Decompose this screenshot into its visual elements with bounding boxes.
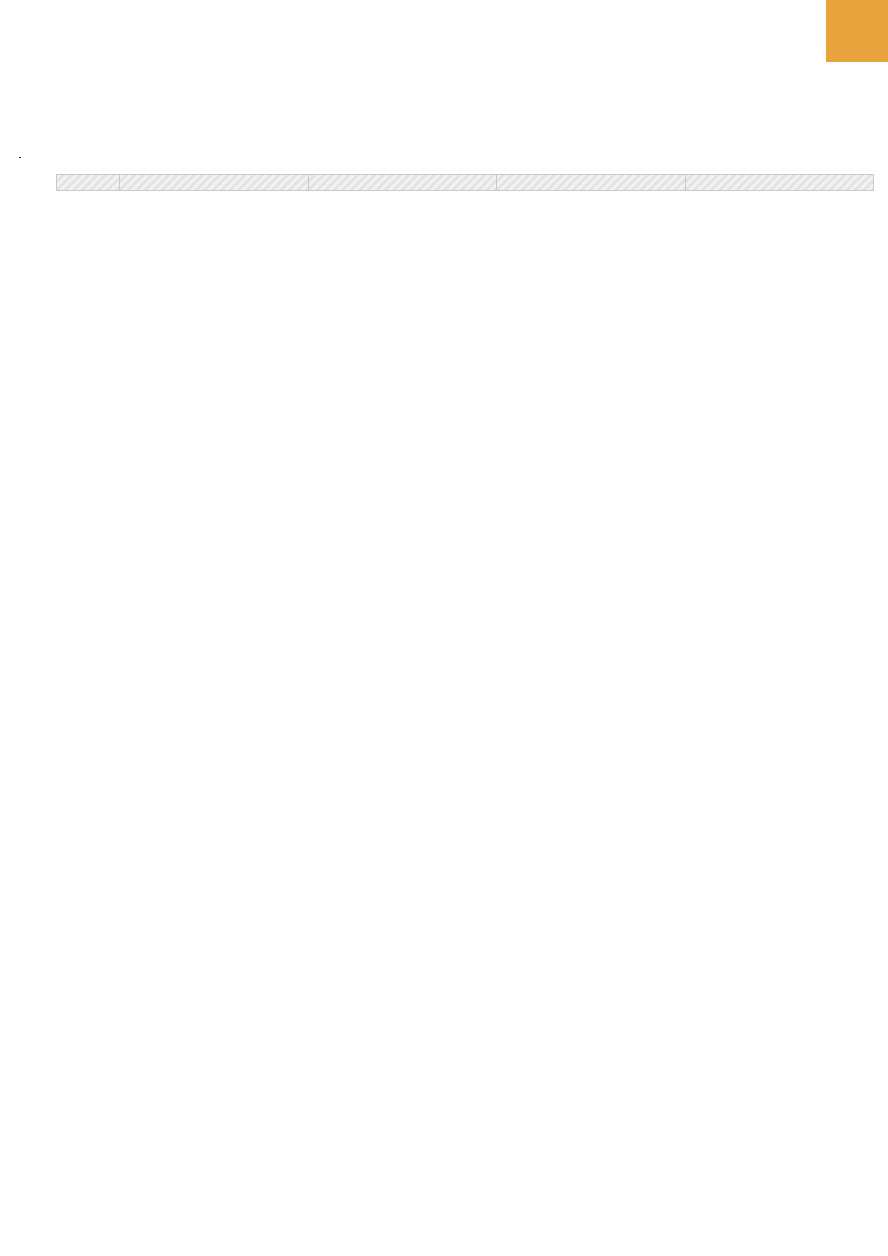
measure-header-3 xyxy=(496,174,685,191)
measure-header-1 xyxy=(119,174,308,191)
key-signature xyxy=(14,142,21,159)
time-signature-numerator xyxy=(19,157,21,158)
measure-header-4 xyxy=(685,174,875,191)
time-signature xyxy=(19,157,21,158)
measure-header-2 xyxy=(308,174,497,191)
edition-stamp xyxy=(826,0,888,62)
measure-header-pickup xyxy=(56,174,119,191)
measure-header-bar xyxy=(56,174,874,191)
